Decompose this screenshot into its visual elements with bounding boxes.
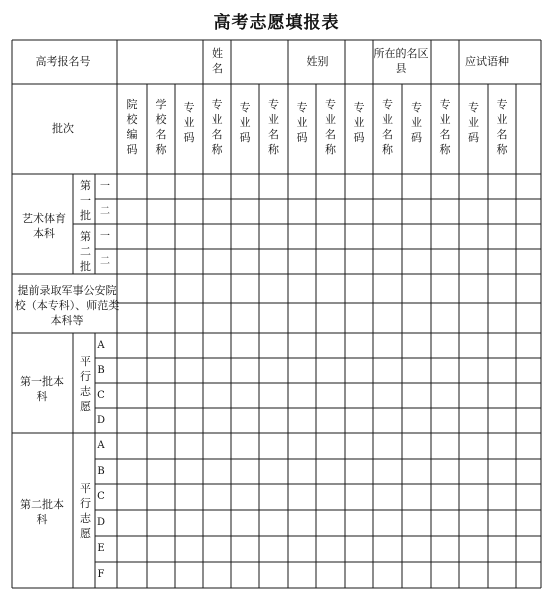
second-batch-slot: E (97, 543, 105, 554)
column-header: 专业码 (468, 101, 479, 144)
art-section-label: 艺术体育本科 (22, 212, 66, 240)
column-header: 专业码 (239, 101, 251, 144)
first-batch-slot: D (96, 415, 106, 426)
column-header: 专业名称 (382, 98, 393, 156)
exam-number-label: 高考报名号 (35, 55, 91, 68)
column-header: 专业名称 (211, 98, 223, 156)
column-header: 学校名称 (155, 98, 167, 156)
art-sub-2: 二 (100, 206, 110, 217)
gender-label: 姓别 (306, 55, 329, 68)
first-batch-mode: 平行志愿 (80, 355, 91, 413)
second-batch-slot: F (97, 569, 105, 580)
column-header: 专业码 (411, 101, 422, 144)
column-header: 专业名称 (496, 98, 508, 156)
art-batch1-label: 第一批 (80, 179, 91, 222)
first-batch-label: 第一批本科 (20, 375, 64, 403)
first-batch-slot: A (97, 340, 105, 351)
art-batch2-label: 第二批 (80, 230, 91, 273)
column-header: 专业码 (353, 101, 365, 144)
art-sub-1: 一 (100, 181, 110, 192)
second-batch-mode: 平行志愿 (80, 482, 91, 540)
column-header: 专业名称 (325, 98, 336, 156)
page-title: 高考志愿填报表 (213, 13, 340, 33)
second-batch-label: 第二批本科 (20, 498, 64, 526)
name-label: 姓名 (212, 47, 223, 75)
batch-label: 批次 (52, 122, 74, 135)
second-batch-slot: C (97, 491, 105, 502)
column-header: 院校编码 (126, 98, 138, 156)
second-batch-slot: B (97, 466, 105, 477)
second-batch-slot: D (96, 517, 106, 528)
second-batch-slot: A (97, 440, 105, 451)
column-header: 专业名称 (439, 98, 451, 156)
column-header: 专业码 (183, 101, 195, 144)
art-sub-4: 二 (100, 256, 110, 267)
district-label: 所在的名区县 (373, 47, 429, 75)
early-admission-label: 提前录取军事公安院校（本专科）、师范类本科等 (14, 284, 120, 327)
art-sub-3: 一 (100, 231, 110, 242)
column-header: 专业名称 (268, 98, 279, 156)
column-header: 专业码 (296, 101, 308, 144)
first-batch-slot: B (97, 365, 105, 376)
language-label: 应试语种 (465, 55, 509, 68)
first-batch-slot: C (97, 390, 105, 401)
